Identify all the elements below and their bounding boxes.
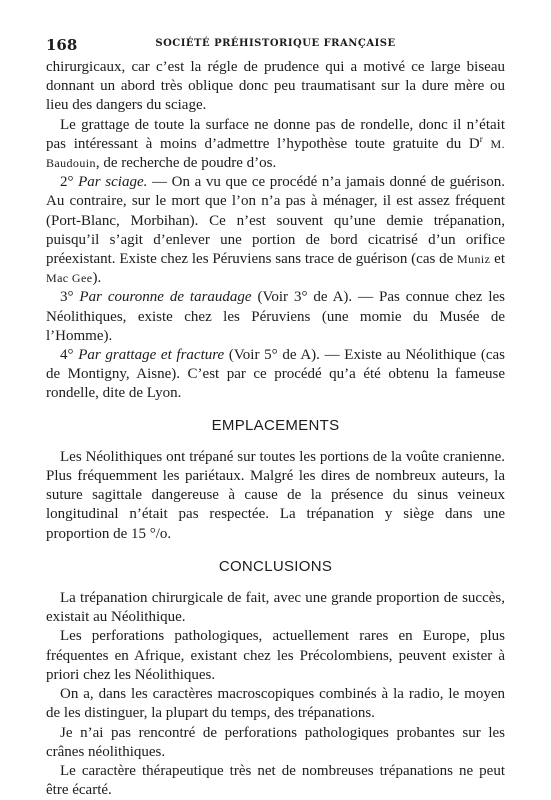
author-name: Muniz bbox=[457, 252, 491, 267]
text-segment: Le grattage de toute la surface ne donne pas de rondelle, donc il n’était pas intéressant à moins d’admettre l’hypothèse toute gratuite du D bbox=[46, 116, 505, 152]
method-title: Par sciage. bbox=[78, 174, 148, 191]
text-segment: et bbox=[490, 251, 505, 268]
paragraph-grattage bbox=[46, 116, 505, 174]
page-header bbox=[46, 36, 505, 54]
section-heading-conclusions: CONCLUSIONS bbox=[218, 557, 333, 575]
page-number: 168 bbox=[46, 36, 78, 54]
paragraph-emplacements: Les Néolithiques ont trépané sur toutes les portions de la voûte cranienne. Plus fréquemment les pariétaux. Malgré les dires de nombreux auteurs, la suture sagittale dangereuse à cause de la présence du sinus veineux longitudinal n’était pas respectée. La trépanation y siège dans une proportion de 15 °/o. bbox=[46, 448, 505, 542]
method-4-grattage-fracture bbox=[46, 346, 505, 404]
running-head: SOCIÉTÉ PRÉHISTORIQUE FRANÇAISE bbox=[155, 38, 396, 49]
text-segment: , de recherche de poudre d’os. bbox=[95, 155, 277, 172]
conclusion-paragraph: Le caractère thérapeutique très net de nombreuses trépanations ne peut être écarté. bbox=[46, 762, 505, 799]
conclusion-paragraph: On a, dans les caractères macroscopiques combinés à la radio, le moyen de les distinguer, la plupart du temps, des trépanations. bbox=[46, 686, 505, 722]
conclusion-paragraph: La trépanation chirurgicale de fait, avec une grande proportion de succès, existait au Néolithique. bbox=[46, 590, 505, 626]
section-heading-emplacements: EMPLACEMENTS bbox=[211, 416, 340, 434]
method-text: (Voir 5° de A). — Existe au Néolithique (cas de Montigny, Aisne). C’est par ce procédé qu’a été obtenu la fameuse rondelle, dite de Lyon. bbox=[46, 347, 505, 402]
author-name: M. Baudouin bbox=[46, 136, 505, 171]
method-2-sciage bbox=[46, 173, 505, 288]
conclusion-paragraph: Je n’ai pas rencontré de perforations pathologiques probantes sur les crânes néolithiques. bbox=[46, 724, 505, 760]
body-text bbox=[46, 58, 505, 800]
paragraph-continued: chirurgicaux, car c’est la régle de prudence qui a motivé ce large biseau donnant un abord très oblique donc peu traumatisant sur la dure mère ou lieu des dangers du sciage. bbox=[46, 59, 505, 114]
method-title: Par couronne de taraudage bbox=[79, 289, 252, 306]
method-text: (Voir 3° de A). — Pas connue chez les Néolithiques, existe chez les Péruviens (une momie du Musée de l’Homme). bbox=[46, 289, 506, 344]
author-name: Mac Gee bbox=[46, 271, 93, 286]
text-segment: ). bbox=[92, 270, 102, 287]
method-title: Par grattage et fracture bbox=[78, 347, 225, 364]
method-number: 4° bbox=[60, 347, 74, 364]
method-text: — On a vu que ce procédé n’a jamais donné de guérison. Au contraire, sur le mort que l’on n’a pas à ménager, il est assez fréquent (Port-Blanc, Morbihan). Ce n’est souvent qu’une demie trépanation, puisqu’il s’agit d’enlever une portion de bord cicatrisé d’un orifice préexistant. Existe chez les Péruviens sans trace de guérison (cas de bbox=[46, 174, 505, 268]
conclusion-paragraph: Les perforations pathologiques, actuellement rares en Europe, plus fréquentes en Afrique, existant chez les Précolombiens, peuvent exister à priori chez les Néolithiques. bbox=[46, 628, 505, 683]
method-3-taraudage bbox=[46, 288, 505, 346]
method-number: 3° bbox=[60, 289, 74, 306]
superscript: r bbox=[479, 133, 483, 144]
method-number: 2° bbox=[60, 174, 74, 191]
